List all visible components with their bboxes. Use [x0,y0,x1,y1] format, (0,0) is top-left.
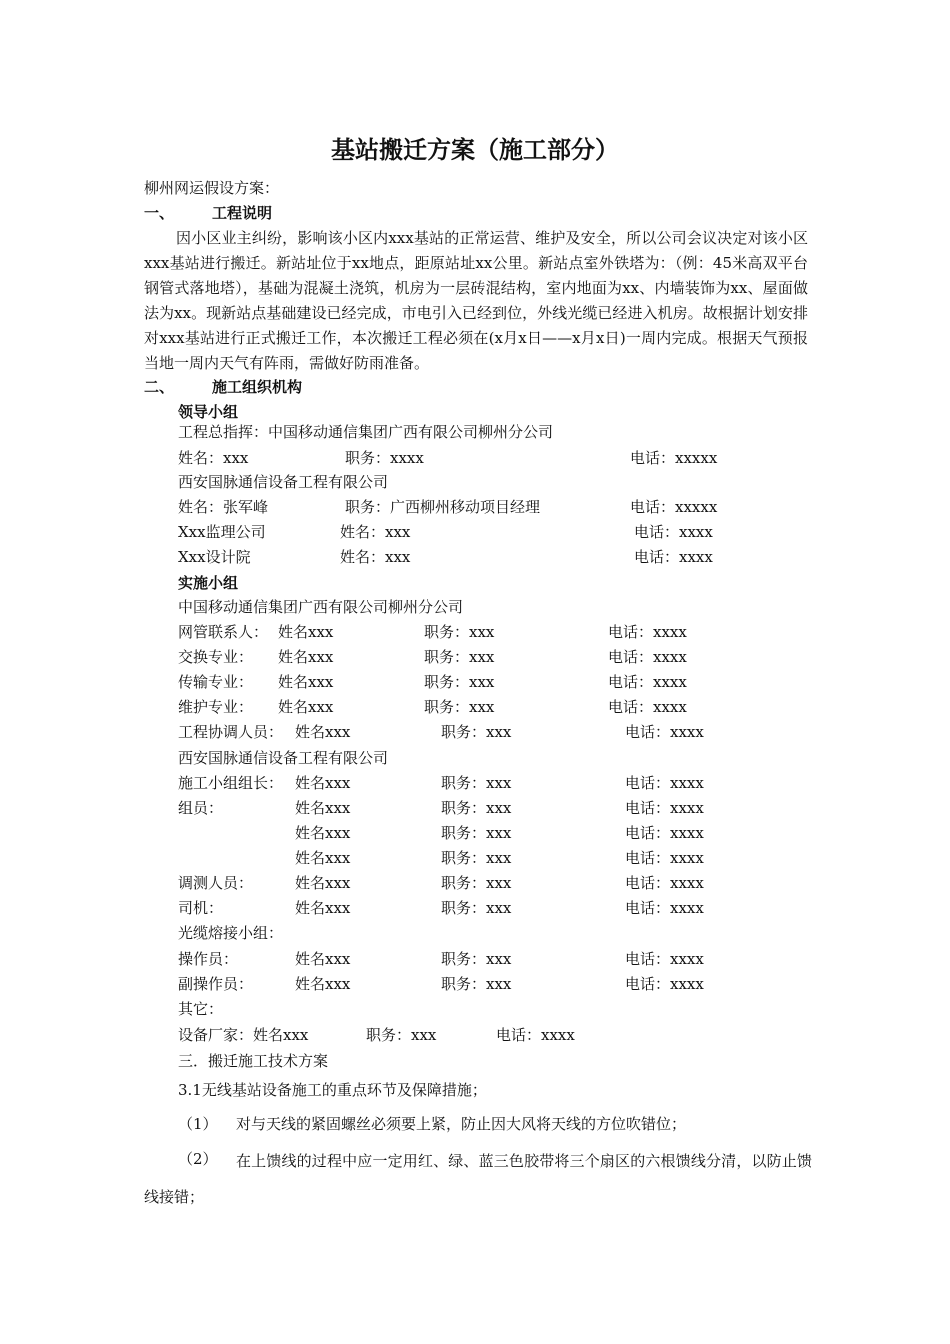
section-2-number: 二、 [144,378,175,396]
staff-title: 职务：xxx [441,899,512,917]
section-1-number: 一、 [144,204,175,222]
impl-group-heading: 实施小组 [178,574,239,592]
section-2-heading: 施工组织机构 [212,378,303,396]
supervisor-name: 姓名：xxx [340,523,411,541]
staff-role: 司机： [178,899,224,917]
section-1-body: 因小区业主纠纷，影响该小区内xxx基站的正常运营、维护及安全，所以公司会议决定对该小区xxx基站进行搬迁。新站址位于xx地点，距原站址xx公里。新站点室外铁塔为：（例：45米高双平台钢管式落地塔），基础为混凝土浇筑，机房为一层砖混结构，室内地面为xx、内墙装饰为xx、屋面做法为xx。现新站点基础建设已经完成，市电引入已经到位，外线光缆已经进入机房。故根据计划安排对xxx基站进行正式搬迁工作，本次搬迁工程必须在(x月x日——x月x日)一周内完成。根据天气预报当地一周内天气有阵雨，需做好防雨准备。 [144,229,808,372]
staff-phone: 电话：xxxx [625,774,704,792]
staff-role: 网管联系人： [178,623,269,641]
staff-role: 施工小组组长： [178,774,284,792]
staff-phone: 电话：xxxx [625,975,704,993]
staff-role: 工程协调人员： [178,723,284,741]
staff-phone: 电话：xxxx [625,799,704,817]
staff-title: 职务：xxx [424,698,495,716]
staff-name: 姓名xxx [278,673,334,691]
staff-title: 职务：xxx [441,874,512,892]
staff-name: 姓名xxx [278,648,334,666]
staff-phone: 电话：xxxx [625,899,704,917]
staff-title: 职务：xxx [424,673,495,691]
staff-role: 交换专业： [178,648,254,666]
staff-role: 维护专业： [178,698,254,716]
other-heading: 其它： [178,1000,224,1018]
staff-name: 姓名xxx [295,975,351,993]
staff-name: 姓名xxx [295,899,351,917]
staff-name: 姓名xxx [278,623,334,641]
supervisor-company: Xxx监理公司 [178,523,266,541]
staff-role: 调测人员： [178,874,254,892]
plan-subtitle: 柳州网运假设方案： [144,179,280,197]
staff-name: 姓名xxx [295,874,351,892]
section-1-heading: 工程说明 [212,204,273,222]
staff-title: 职务：xxx [441,950,512,968]
leader-name-1: 姓名：xxx [178,449,249,467]
item-1-text: 对与天线的紧固螺丝必须要上紧，防止因大风将天线的方位吹错位； [236,1115,687,1133]
staff-name: 姓名xxx [295,799,351,817]
staff-title: 职务：xxx [424,623,495,641]
staff-phone: 电话：xxxx [625,849,704,867]
staff-title: 职务：xxx [424,648,495,666]
staff-phone: 电话：xxxx [608,623,687,641]
vendor-phone: 电话：xxxx [496,1026,575,1044]
staff-name: 姓名xxx [295,950,351,968]
item-2-text: 在上馈线的过程中应一定用红、绿、蓝三色胶带将三个扇区的六根馈线分清，以防止馈线接错； [144,1152,812,1206]
vendor-title: 职务：xxx [366,1026,437,1044]
staff-name: 姓名xxx [295,824,351,842]
staff-title: 职务：xxx [441,799,512,817]
staff-phone: 电话：xxxx [608,698,687,716]
design-institute: Xxx设计院 [178,548,251,566]
leader-name-2: 姓名：张军峰 [178,498,269,516]
staff-name: 姓名xxx [295,774,351,792]
xian-company-line-2: 西安国脉通信设备工程有限公司 [178,749,389,767]
staff-role: 组员： [178,799,224,817]
leader-title-1: 职务：xxxx [345,449,424,467]
staff-phone: 电话：xxxx [625,723,704,741]
section-3-heading: 三．搬迁施工技术方案 [178,1052,329,1070]
staff-phone: 电话：xxxx [625,824,704,842]
staff-title: 职务：xxx [441,975,512,993]
design-institute-name: 姓名：xxx [340,548,411,566]
staff-name: 姓名xxx [295,849,351,867]
mobile-company-line: 中国移动通信集团广西有限公司柳州分公司 [178,598,464,616]
item-2-number: （2） [178,1150,218,1168]
staff-name: 姓名xxx [278,698,334,716]
leader-title-2: 职务：广西柳州移动项目经理 [345,498,541,516]
staff-phone: 电话：xxxx [608,673,687,691]
fiber-group-heading: 光缆熔接小组： [178,924,284,942]
leader-phone-2: 电话：xxxxx [630,498,718,516]
xian-company-line: 西安国脉通信设备工程有限公司 [178,473,389,491]
vendor-name: 设备厂家：姓名xxx [178,1026,309,1044]
leader-group-heading: 领导小组 [178,403,239,421]
staff-role: 操作员： [178,950,239,968]
document-title: 基站搬迁方案（施工部分） [331,136,619,164]
staff-title: 职务：xxx [441,849,512,867]
staff-role: 传输专业： [178,673,254,691]
staff-title: 职务：xxx [441,774,512,792]
staff-name: 姓名xxx [295,723,351,741]
staff-role: 副操作员： [178,975,254,993]
staff-phone: 电话：xxxx [625,950,704,968]
section-3-1-heading: 3.1无线基站设备施工的重点环节及保障措施； [178,1081,487,1099]
item-1-number: （1） [178,1115,218,1133]
commander-line: 工程总指挥：中国移动通信集团广西有限公司柳州分公司 [178,423,554,441]
design-institute-phone: 电话：xxxx [634,548,713,566]
staff-title: 职务：xxx [441,824,512,842]
supervisor-phone: 电话：xxxx [634,523,713,541]
leader-phone-1: 电话：xxxxx [630,449,718,467]
staff-phone: 电话：xxxx [625,874,704,892]
staff-phone: 电话：xxxx [608,648,687,666]
staff-title: 职务：xxx [441,723,512,741]
